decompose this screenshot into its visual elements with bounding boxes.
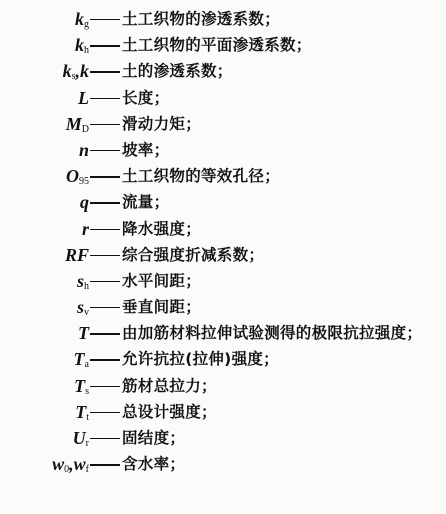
symbol: T bbox=[78, 323, 89, 344]
symbol-description: 土工织物的等效孔径； bbox=[122, 167, 281, 186]
symbol-description: 允许抗拉(拉伸)强度； bbox=[122, 350, 279, 369]
dash bbox=[90, 281, 120, 282]
dash bbox=[90, 386, 120, 387]
dash bbox=[90, 124, 120, 125]
symbol-description: 土工织物的平面渗透系数； bbox=[122, 36, 312, 55]
dash bbox=[90, 98, 120, 99]
dash bbox=[90, 255, 120, 256]
symbol-description: 滑动力矩； bbox=[122, 114, 202, 133]
dash bbox=[90, 412, 120, 413]
symbol: $k_s,k$ bbox=[62, 61, 89, 83]
symbol-row bbox=[0, 216, 446, 242]
symbol-description: 坡率； bbox=[122, 140, 170, 159]
symbol: $k_g$ bbox=[75, 9, 89, 30]
symbol-description: 流量； bbox=[122, 193, 170, 212]
symbol: q bbox=[80, 192, 89, 213]
symbol-row bbox=[0, 399, 446, 425]
symbol-description: 总设计强度； bbox=[122, 402, 217, 421]
symbol: n bbox=[78, 139, 89, 160]
symbol: $M_D$ bbox=[65, 113, 89, 135]
symbol-description: 降水强度； bbox=[122, 219, 202, 238]
symbol-row bbox=[0, 6, 446, 32]
symbol-description: 水平间距； bbox=[122, 271, 202, 290]
dash bbox=[90, 229, 120, 230]
symbol: $T_s$ bbox=[74, 375, 89, 397]
symbol: RF bbox=[64, 244, 89, 265]
dash bbox=[90, 307, 120, 308]
dash bbox=[90, 150, 120, 151]
dash bbox=[90, 464, 120, 465]
symbol-row bbox=[0, 242, 446, 268]
symbol-description: 固结度； bbox=[122, 429, 186, 447]
symbol-row bbox=[0, 189, 446, 215]
dash bbox=[90, 176, 120, 177]
symbol-description: 土工织物的渗透系数； bbox=[122, 10, 281, 28]
dash bbox=[90, 202, 120, 203]
symbol-row bbox=[0, 373, 446, 399]
symbol-description: 垂直间距； bbox=[122, 298, 202, 317]
dash bbox=[90, 45, 120, 46]
symbol: $O_{95}$ bbox=[66, 166, 89, 188]
dash bbox=[90, 71, 120, 72]
symbol: $T_a$ bbox=[73, 349, 89, 371]
dash bbox=[90, 333, 120, 334]
symbol-row bbox=[0, 58, 446, 84]
symbol-row bbox=[0, 346, 446, 372]
symbol-row bbox=[0, 32, 446, 58]
symbol-description: 长度； bbox=[122, 88, 170, 107]
symbol-description: 土的渗透系数； bbox=[122, 62, 233, 81]
symbol-row bbox=[0, 294, 446, 320]
symbol: L bbox=[78, 87, 89, 108]
symbol-description: 筋材总拉力； bbox=[122, 376, 217, 395]
dash bbox=[90, 359, 120, 360]
symbol-row bbox=[0, 85, 446, 111]
symbol: $U_r$ bbox=[72, 428, 89, 449]
symbol-row bbox=[0, 320, 446, 346]
symbol: $w_0,w_f$ bbox=[52, 454, 89, 476]
symbol-row bbox=[0, 268, 446, 294]
symbol-list bbox=[0, 6, 446, 477]
symbol: $T_t$ bbox=[75, 401, 89, 423]
symbol: $s_v$ bbox=[76, 297, 89, 319]
symbol-row bbox=[0, 111, 446, 137]
symbol: $s_h$ bbox=[76, 270, 89, 292]
symbol-description: 含水率； bbox=[122, 455, 186, 474]
dash bbox=[90, 438, 120, 439]
symbol-row bbox=[0, 451, 446, 477]
symbol: $k_h$ bbox=[75, 35, 89, 57]
dash bbox=[90, 19, 120, 20]
symbol: r bbox=[81, 218, 89, 239]
symbol-description: 综合强度折减系数； bbox=[122, 245, 265, 264]
symbol-description: 由加筋材料拉伸试验测得的极限抗拉强度； bbox=[122, 324, 423, 343]
symbol-row bbox=[0, 137, 446, 163]
symbol-row bbox=[0, 425, 446, 451]
symbol-row bbox=[0, 163, 446, 189]
